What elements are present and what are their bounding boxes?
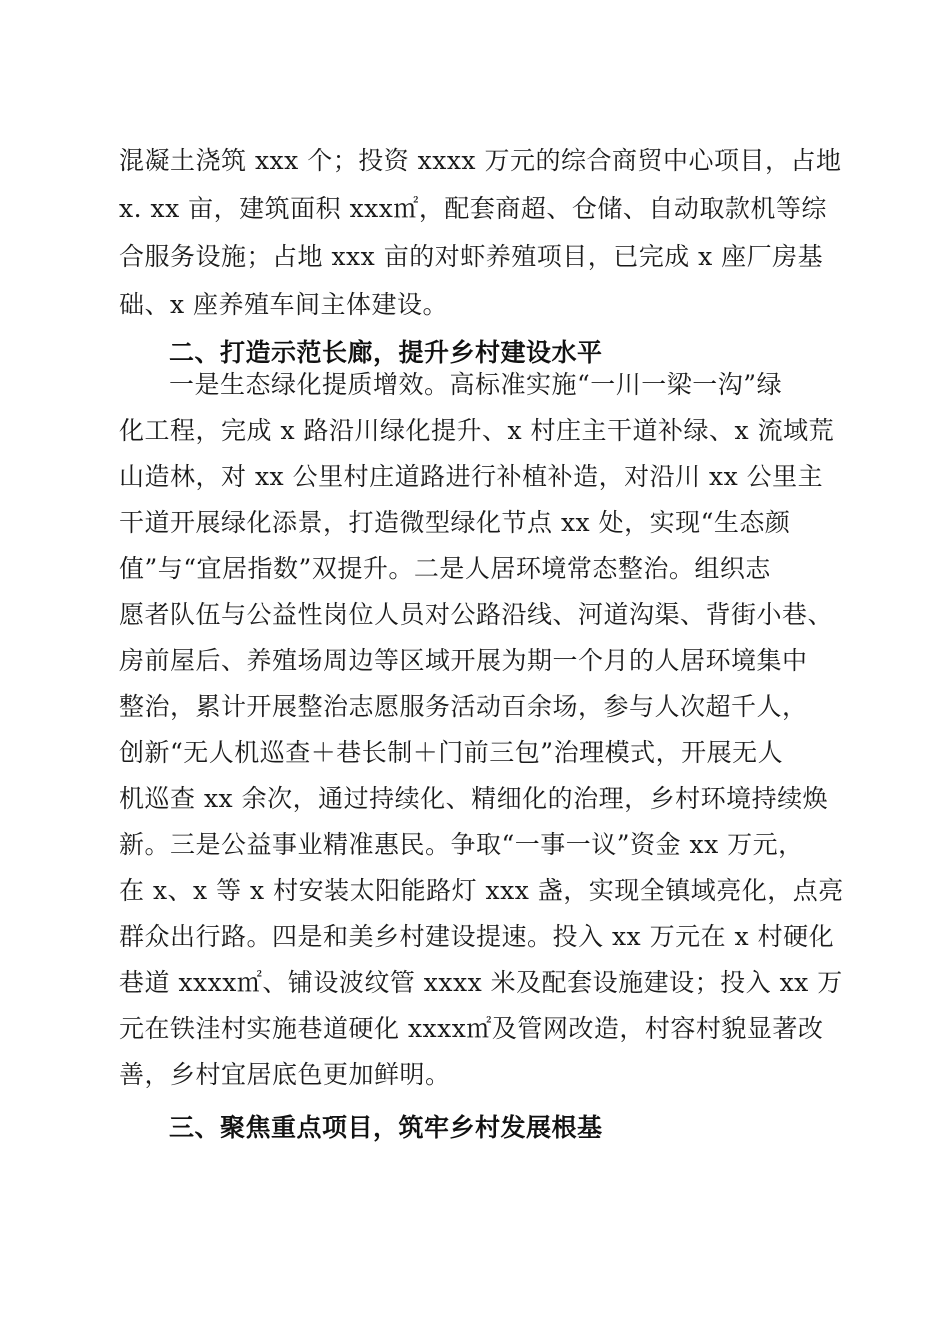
section-heading-2: 二、打造示范长廊，提升乡村建设水平 (169, 338, 603, 367)
body-line: 在 x、x 等 x 村安装太阳能路灯 xxx 盏，实现全镇域亮化，点亮 (119, 876, 844, 905)
body-line: 群众出行路。四是和美乡村建设提速。投入 xx 万元在 x 村硬化 (119, 922, 835, 951)
body-line: 山造林，对 xx 公里村庄道路进行补植补造，对沿川 xx 公里主 (119, 462, 824, 491)
body-line: 混凝土浇筑 xxx 个；投资 xxxx 万元的综合商贸中心项目，占地 (119, 146, 842, 175)
body-line: 干道开展绿化添景，打造微型绿化节点 xx 处，实现“生态颜 (119, 508, 791, 537)
body-line: 房前屋后、养殖场周边等区域开展为期一个月的人居环境集中 (119, 646, 808, 675)
body-line: 创新“无人机巡查＋巷长制＋门前三包”治理模式，开展无人 (119, 738, 784, 767)
body-line: 值”与“宜居指数”双提升。二是人居环境常态整治。组织志 (119, 554, 771, 583)
body-line: 整治，累计开展整治志愿服务活动百余场，参与人次超千人， (119, 692, 808, 721)
body-line: 新。三是公益事业精准惠民。争取“一事一议”资金 xx 万元， (119, 830, 804, 859)
body-line: 础、x 座养殖车间主体建设。 (119, 290, 449, 319)
body-line: 巷道 xxxx㎡、铺设波纹管 xxxx 米及配套设施建设；投入 xx 万 (119, 968, 843, 997)
body-line: 一是生态绿化提质增效。高标准实施“一川一梁一沟”绿 (169, 370, 783, 399)
body-line: x. xx 亩，建筑面积 xxx㎡，配套商超、仓储、自动取款机等综 (119, 194, 827, 223)
body-line: 元在铁洼村实施巷道硬化 xxxx㎡及管网改造，村容村貌显著改 (119, 1014, 824, 1043)
body-line: 愿者队伍与公益性岗位人员对公路沿线、河道沟渠、背街小巷、 (119, 600, 834, 629)
body-line: 机巡查 xx 余次，通过持续化、精细化的治理，乡村环境持续焕 (119, 784, 829, 813)
section-heading-3: 三、聚焦重点项目，筑牢乡村发展根基 (169, 1113, 603, 1142)
body-line: 化工程，完成 x 路沿川绿化提升、x 村庄主干道补绿、x 流域荒 (119, 416, 835, 445)
body-line: 合服务设施；占地 xxx 亩的对虾养殖项目，已完成 x 座厂房基 (119, 242, 824, 271)
body-line: 善，乡村宜居底色更加鲜明。 (119, 1060, 451, 1089)
